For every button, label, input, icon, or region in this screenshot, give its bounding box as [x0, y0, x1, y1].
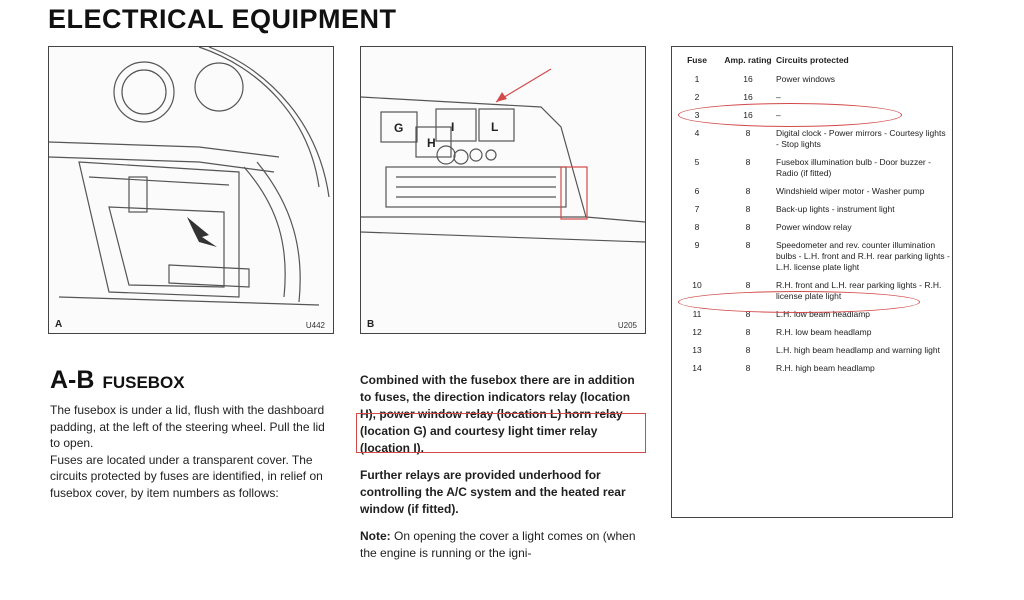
amp-rating: 8 [745, 186, 751, 196]
table-row [672, 306, 952, 324]
table-row [672, 125, 952, 154]
circuits-protected: Power windows [776, 74, 836, 84]
table-row [672, 201, 952, 219]
amp-rating: 8 [745, 309, 751, 319]
relay-description [360, 372, 645, 572]
figure-b-letter: B [367, 319, 375, 330]
circuits-protected: R.H. high beam headlamp [776, 363, 875, 373]
circuits-protected: L.H. low beam headlamp [776, 309, 871, 319]
amp-rating: 16 [743, 74, 753, 84]
fuse-number: 5 [694, 157, 700, 167]
fuse-number: 6 [694, 186, 700, 196]
amp-rating: 8 [745, 280, 751, 290]
amp-rating: 8 [745, 345, 751, 355]
section-label: A-B [50, 366, 95, 394]
circuits-protected: R.H. front and L.H. rear parking lights - R.H. license plate light [776, 280, 942, 301]
fuse-number: 8 [694, 222, 700, 232]
table-row [672, 342, 952, 360]
note [360, 528, 645, 562]
fusebox-drawing [361, 47, 645, 333]
figure-b-fusebox-illustration [360, 46, 646, 334]
table-row [672, 71, 952, 89]
fuse-table-body [672, 71, 952, 378]
table-row [672, 277, 952, 306]
amp-rating: 8 [745, 204, 751, 214]
circuits-protected: Power window relay [776, 222, 852, 232]
figure-a-dashboard-illustration [48, 46, 334, 334]
page-title: ELECTRICAL EQUIPMENT [48, 4, 397, 34]
relay-label-g: G [394, 121, 404, 135]
amp-rating: 16 [743, 110, 753, 120]
table-row [672, 89, 952, 107]
header-fuse: Fuse [687, 55, 707, 65]
figure-a-code: U442 [305, 321, 325, 330]
circuits-protected: Digital clock - Power mirrors - Courtesy lights - Stop lights [776, 128, 946, 149]
circuits-protected: Speedometer and rev. counter illumination bulbs - L.H. front and R.H. rear parking lights - L.H. license plate light [776, 240, 950, 272]
circuits-protected: – [776, 92, 781, 102]
fuse-number: 14 [692, 363, 702, 373]
header-circuits: Circuits protected [776, 55, 849, 65]
paragraph-relays-underhood: Further relays are provided underhood for controlling the A/C system and the heated rear window (if fitted). [360, 468, 626, 516]
fuse-table [672, 55, 952, 378]
fuse-number: 11 [692, 309, 702, 319]
dashboard-drawing [49, 47, 333, 333]
circuits-protected: Fusebox illumination bulb - Door buzzer - Radio (if fitted) [776, 157, 931, 178]
fusebox-description [50, 402, 335, 501]
section-title: FUSEBOX [102, 373, 185, 392]
fuse-number: 2 [694, 92, 700, 102]
fuse-table-container [671, 46, 953, 518]
note-label: Note: [360, 529, 391, 543]
relay-label-i: I [451, 120, 455, 134]
table-row [672, 107, 952, 125]
table-row [672, 360, 952, 378]
fuse-table-header [672, 55, 952, 71]
paragraph-relays-combined: Combined with the fusebox there are in addition to fuses, the direction indicators relay (location H), power window relay (location L) horn relay (location G) and courtesy light timer relay (location I). [360, 373, 635, 455]
fuse-number: 13 [692, 345, 702, 355]
circuits-protected: R.H. low beam headlamp [776, 327, 872, 337]
fuse-number: 12 [692, 327, 702, 337]
note-text: On opening the cover a light comes on (when the engine is running or the igni- [360, 529, 636, 560]
amp-rating: 8 [745, 363, 751, 373]
circuits-protected: – [776, 110, 781, 120]
paragraph-fusebox-location: The fusebox is under a lid, flush with the dashboard padding, at the left of the steering wheel. Pull the lid to open. [50, 403, 325, 450]
circuits-protected: Back-up lights - instrument light [776, 204, 895, 214]
paragraph-fuses-cover: Fuses are located under a transparent cover. The circuits protected by fuses are identified, in relief on fusebox cover, by item numbers as follows: [50, 452, 323, 500]
fuse-number: 3 [694, 110, 700, 120]
fuse-number: 7 [694, 204, 700, 214]
circuits-protected: L.H. high beam headlamp and warning light [776, 345, 940, 355]
table-row [672, 183, 952, 201]
relay-label-h: H [427, 136, 436, 150]
figure-a-letter: A [55, 319, 63, 330]
fuse-number: 10 [692, 280, 702, 290]
amp-rating: 16 [743, 92, 753, 102]
amp-rating: 8 [745, 128, 751, 138]
amp-rating: 8 [745, 157, 751, 167]
table-row [672, 324, 952, 342]
amp-rating: 8 [745, 327, 751, 337]
amp-rating: 8 [745, 222, 751, 232]
amp-rating: 8 [745, 240, 751, 250]
table-row [672, 237, 952, 277]
fuse-number: 1 [694, 74, 700, 84]
section-heading [50, 366, 185, 395]
table-row [672, 219, 952, 237]
header-amp-rating: Amp. rating [724, 55, 772, 65]
fuse-number: 9 [694, 240, 700, 250]
relay-label-l: L [491, 120, 499, 134]
table-row [672, 154, 952, 183]
circuits-protected: Windshield wiper motor - Washer pump [776, 186, 925, 196]
figure-b-code: U205 [617, 321, 637, 330]
fuse-number: 4 [694, 128, 700, 138]
